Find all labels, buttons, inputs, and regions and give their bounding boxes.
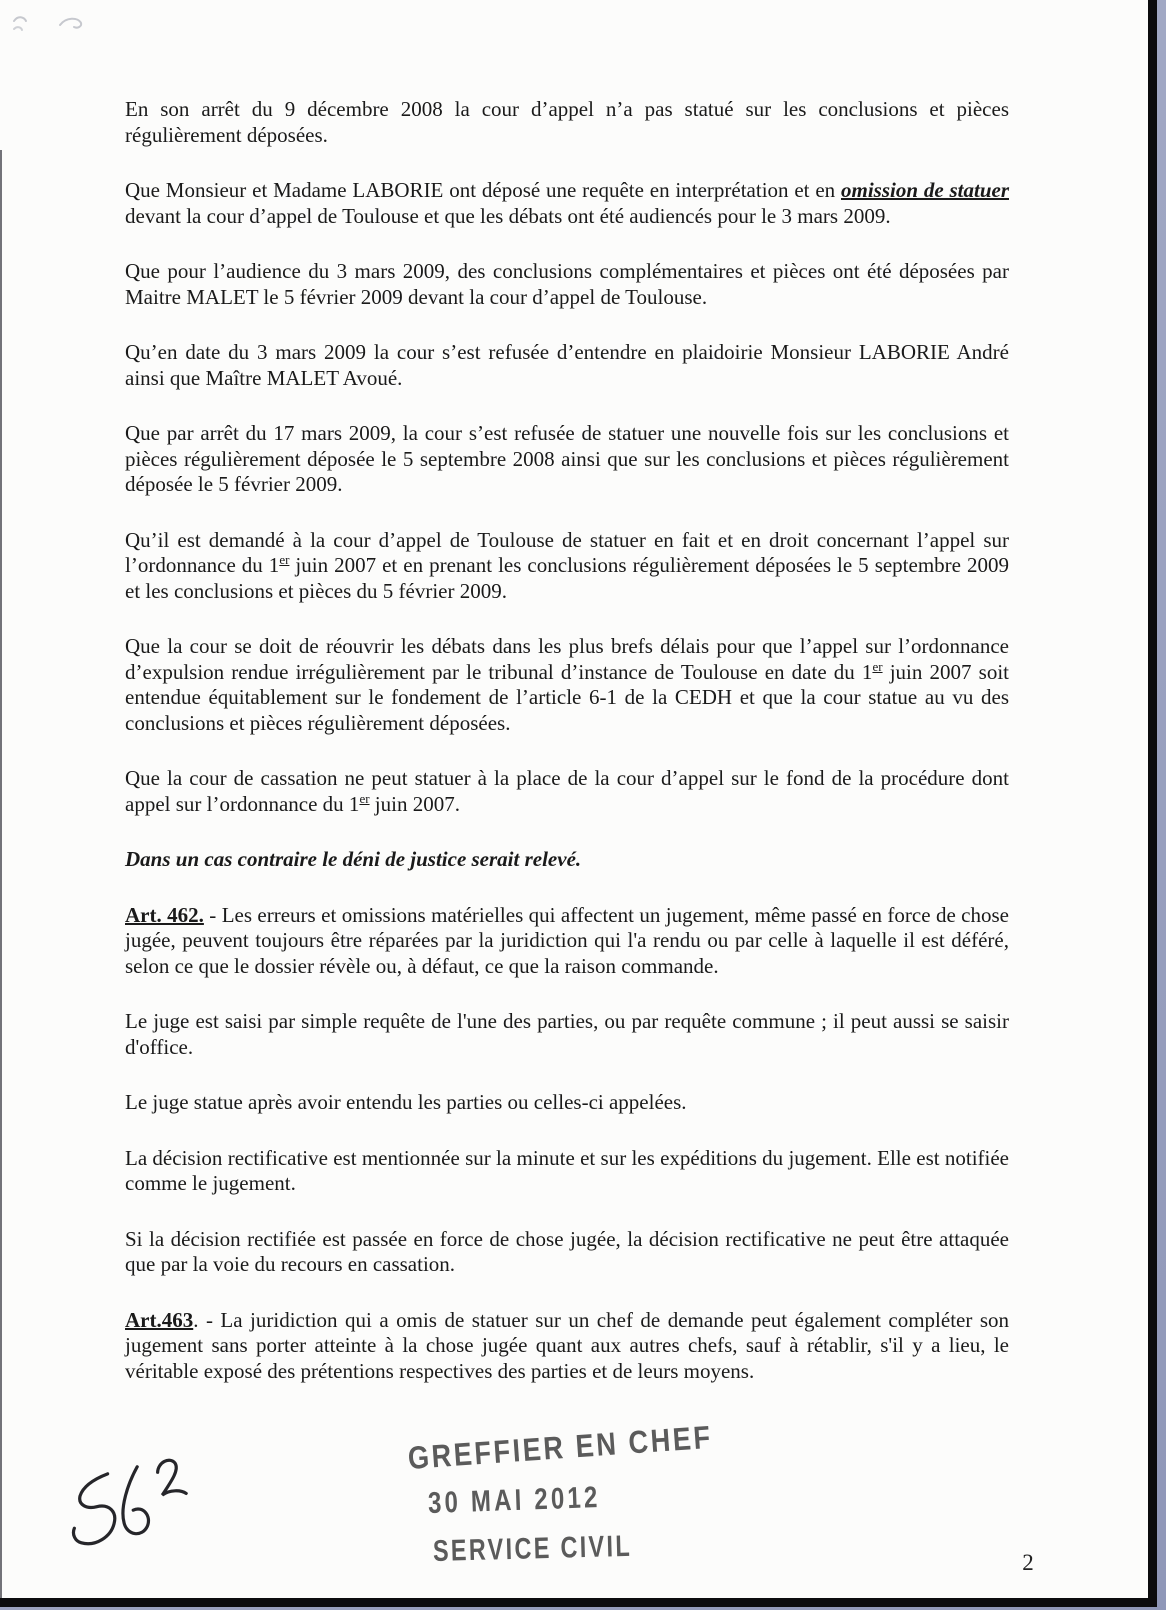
ordinal-superscript: er (872, 658, 883, 674)
para-reouvrir-debats-text-b: juin 2007 soit entendue équitablement sur le fondement de l’article 6-1 de la CEDH et que la cour statue au vu des conclusions et pièces régulièrement déposées. (125, 659, 1009, 735)
article-463-text: . - La juridiction qui a omis de statuer sur un chef de demande peut également compléter son jugement sans porter atteinte à la chose jugée quant aux autres chefs, sauf à rétablir, s'il y a lieu, le véritable exposé des prétentions respectives des parties et de leurs moyens. (125, 1307, 1009, 1383)
scan-edge-line (0, 150, 2, 1598)
corner-smudge-marks (8, 5, 98, 40)
article-463-label: Art.463 (125, 1307, 194, 1332)
legal-text-body (125, 97, 1009, 1414)
para-decision-rectificative: La décision rectificative est mentionnée sur la minute et sur les expéditions du jugement. Elle est notifiée comme le jugement. (125, 1145, 1009, 1195)
para-cour-cassation (125, 766, 1009, 817)
page-number: 2 (1022, 1550, 1034, 1575)
para-cour-cassation-text-a: Que la cour de cassation ne peut statuer à la place de la cour d’appel sur le fond de la procédure dont appel sur l’ordonnance du 1 (125, 766, 1009, 816)
handwritten-number-562 (61, 1447, 208, 1566)
para-demande-statuer-text-b: juin 2007 et en prenant les conclusions régulièrement déposées le 5 septembre 2009 et les conclusions et pièces du 5 février 2009. (125, 553, 1009, 603)
para-article-463 (125, 1308, 1009, 1385)
para-juge-statue: Le juge statue après avoir entendu les parties ou celles-ci appelées. (125, 1090, 687, 1114)
article-462-label: Art. 462. (125, 902, 204, 927)
para-refus-plaidoirie: Qu’en date du 3 mars 2009 la cour s’est refusée d’entendre en plaidoirie Monsieur LABORIE André ainsi que Maître MALET Avoué. (125, 340, 1009, 390)
para-decision-rectifiee: Si la décision rectifiée est passée en force de chose jugée, la décision rectificative ne peut être attaquée que par la voie du recours en cassation. (125, 1226, 1009, 1276)
para-audience-3-mars: Que pour l’audience du 3 mars 2009, des conclusions complémentaires et pièces ont été déposées par Maitre MALET le 5 février 2009 devant la cour d’appel de Toulouse. (125, 259, 1009, 309)
stamp-service-civil: SERVICE CIVIL (432, 1529, 633, 1568)
stamp-greffier-en-chef: GREFFIER EN CHEF (406, 1418, 714, 1476)
para-arret-9-decembre: En son arrêt du 9 décembre 2008 la cour d’appel n’a pas statué sur les conclusions et pièces régulièrement déposées. (125, 97, 1009, 147)
ordinal-superscript: er (359, 790, 370, 806)
article-462-text: - Les erreurs et omissions matérielles qui affectent un jugement, même passé en force de chose jugée, peuvent toujours être réparées par la juridiction qui l'a rendu ou par celle à laquelle il est déféré, selon ce que le dossier révèle ou, à défaut, ce que la raison commande. (125, 902, 1009, 978)
para-reouvrir-debats (125, 634, 1009, 736)
para-demande-statuer (125, 528, 1009, 605)
para-juge-saisi: Le juge est saisi par simple requête de l'une des parties, ou par requête commune ; il peut aussi se saisir d'office. (125, 1009, 1009, 1059)
para-reouvrir-debats-text-a: Que la cour se doit de réouvrir les débats dans les plus brefs délais pour que l’appel sur l’ordonnance d’expulsion rendue irrégulièrement par le tribunal d’instance de Toulouse en date du 1 (125, 634, 1009, 684)
para-requete-omission-text-b: devant la cour d’appel de Toulouse et que les débats ont été audiencés pour le 3 mars 2009. (125, 203, 891, 228)
emphasis-omission-de-statuer: omission de statuer (840, 178, 1009, 202)
ordinal-superscript: er (279, 552, 290, 567)
para-requete-omission (125, 178, 1009, 229)
para-deni-justice: Dans un cas contraire le déni de justice serait relevé. (125, 847, 582, 871)
para-article-462 (125, 903, 1009, 980)
para-requete-omission-text-a: Que Monsieur et Madame LABORIE ont déposé une requête en interprétation et en (125, 178, 841, 202)
para-arret-17-mars: Que par arrêt du 17 mars 2009, la cour s’est refusée de statuer une nouvelle fois sur les conclusions et pièces régulièrement déposée le 5 septembre 2008 ainsi que sur les conclusions et pièces régulièrement déposée le 5 février 2009. (125, 421, 1009, 496)
para-demande-statuer-text-a: Qu’il est demandé à la cour d’appel de Toulouse de statuer en fait et en droit concernant l’appel sur l’ordonnance du 1 (125, 527, 1009, 577)
para-cour-cassation-text-b: juin 2007. (369, 791, 460, 816)
stamp-date-30-mai-2012: 30 MAI 2012 (427, 1480, 602, 1520)
